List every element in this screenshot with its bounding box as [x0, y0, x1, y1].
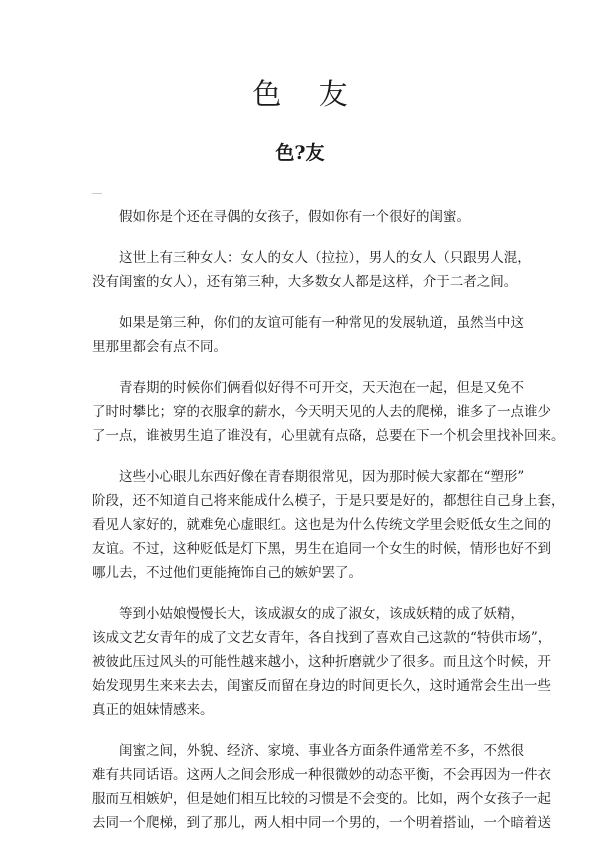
paragraph — [92, 739, 551, 835]
separator-line — [92, 193, 102, 194]
paragraph — [92, 205, 510, 229]
paragraph — [92, 376, 565, 448]
paragraph-line: 哪儿去，不过他们更能掩饰自己的嫉妒罢了。 — [92, 565, 362, 581]
document-title: 色 友 — [252, 77, 362, 111]
paragraph-line: 去同一个爬梯，到了那儿，两人相中同一个男的，一个明着搭讪，一个暗着送 — [92, 815, 551, 831]
paragraph-line: 阶段，还不知道自己将来能成什么模子，于是只要是好的，都想往自己身上套， — [92, 493, 565, 509]
paragraph-line: 青春期的时候你们俩看似好得不可开交，天天泡在一起，但是又免不 — [119, 380, 524, 396]
paragraph-line: 了时时攀比；穿的衣服拿的薪水，今天明天见的人去的爬梯，谁多了一点谁少 — [92, 404, 551, 420]
paragraph-line: 始发现男生来来去去，闺蜜反而留在身边的时间更长久，这时通常会生出一些 — [92, 678, 551, 694]
paragraph-line: 没有闺蜜的女人），还有第三种，大多数女人都是这样，介于二者之间。 — [92, 274, 518, 290]
paragraph-line: 闺蜜之间，外貌、经济、家境、事业各方面条件通常差不多，不然很 — [119, 743, 524, 759]
paragraph-line: 难有共同话语。这两人之间会形成一种很微妙的动态平衡，不会再因为一件衣 — [92, 767, 551, 783]
paragraph-line: 真正的姐妹情感来。 — [92, 702, 214, 718]
paragraph-line: 假如你是个还在寻偶的女孩子，假如你有一个很好的闺蜜。 — [119, 209, 470, 225]
document-body — [92, 205, 565, 852]
paragraph-line: 该成文艺女青年的成了文艺女青年，各自找到了喜欢自己这款的“特供市场”， — [92, 630, 552, 646]
paragraph-line: 服而互相嫉妒，但是她们相互比较的习惯是不会变的。比如，两个女孩子一起 — [92, 791, 551, 807]
paragraph-line: 看见人家好的，就难免心虚眼红。这也是为什么传统文学里会贬低女生之间的 — [92, 517, 551, 533]
paragraph-line: 这些小心眼儿东西好像在青春期很常见，因为那时候大家都在“塑形” — [119, 469, 525, 485]
paragraph-line: 被彼此压过风头的可能性越来越小，这种折磨就少了很多。而且这个时候，开 — [92, 654, 551, 670]
paragraph-line: 等到小姑娘慢慢长大，该成淑女的成了淑女，该成妖精的成了妖精， — [119, 606, 524, 622]
paragraph-line: 友谊。不过，这种贬低是灯下黑，男生在追同一个女生的时候，情形也好不到 — [92, 541, 551, 557]
paragraph-line: 这世上有三种女人：女人的女人（拉拉），男人的女人（只跟男人混， — [119, 250, 531, 266]
paragraph — [92, 465, 565, 585]
paragraph-line: 如果是第三种，你们的友谊可能有一种常见的发展轨道，虽然当中这 — [119, 315, 524, 331]
paragraph — [92, 246, 531, 294]
paragraph — [92, 311, 524, 359]
paragraph-line: 了一点，谁被男生追了谁没有，心里就有点硌，总要在下一个机会里找补回来。 — [92, 428, 565, 444]
paragraph — [92, 602, 552, 722]
paragraph-line: 里那里都会有点不同。 — [92, 339, 227, 355]
document-subtitle: 色?友 — [275, 142, 325, 164]
